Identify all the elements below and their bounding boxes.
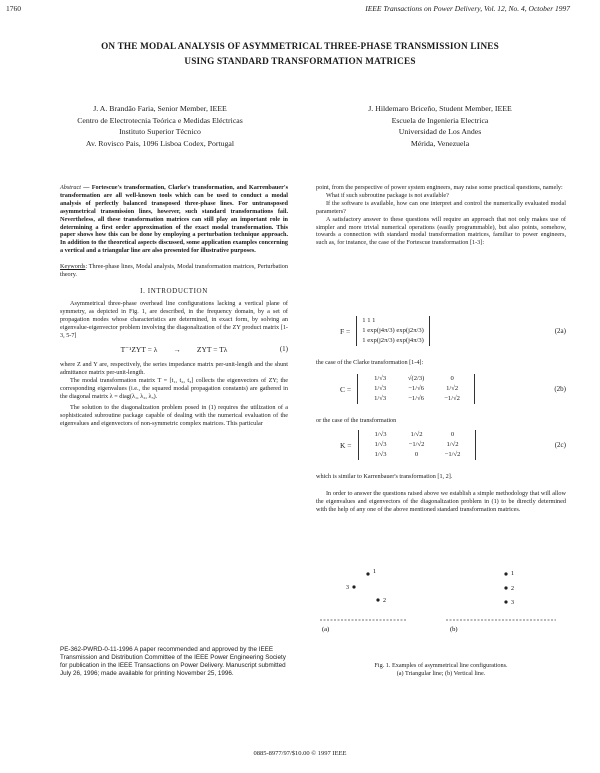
clarke-cell: 0: [450, 375, 454, 382]
clarke-cell: −1/√6: [408, 385, 424, 392]
author-right-affil1: Escuela de Ingenieria Electrica: [391, 115, 489, 125]
label-a1: 1: [373, 569, 376, 575]
intro-paragraph-2: where Z and Y are, respectively, the series impedance matrix per-unit-length and the shunt admittance matrix per-unit-length.: [60, 361, 288, 377]
subfigure-b-label: (b): [450, 626, 458, 633]
author-right: [320, 103, 560, 149]
author-left-affil2: Instituto Superior Técnico: [119, 127, 201, 136]
conductor-a1: [366, 572, 369, 575]
author-left-affil1: Centro de Electrotecnia Teórica e Medidas Eléctricas: [77, 115, 243, 125]
conductor-a2: [376, 598, 379, 601]
conductor-a3: [352, 585, 355, 588]
equation-2b: [340, 374, 566, 404]
eq2c-lhs: K =: [340, 440, 352, 450]
keywords-text: : Three-phase lines, Modal analysis, Modal transformation matrices, Perturbation theory.: [60, 263, 288, 279]
right-paragraph-1: point, from the perspective of power system engineers, may raise some practical questions, namely:: [316, 184, 563, 191]
copyright-footer: 0885-8977/97/$10.00 © 1997 IEEE: [253, 750, 347, 757]
question-1: What if such subroutine package is not available?: [326, 191, 449, 199]
clarke-cell: −1/√6: [408, 395, 424, 402]
fortescue-row-2: 1 exp(j4π/3) exp(j2π/3): [362, 327, 424, 334]
eq1-number: (1): [279, 345, 288, 354]
figure-caption-line-2: (a) Triangular line; (b) Vertical line.: [396, 670, 486, 677]
left-column: [60, 184, 288, 428]
karrenbauer-cell: 1/√2: [410, 431, 423, 438]
karrenbauer-row: [364, 450, 470, 460]
label-a2: 2: [383, 598, 386, 604]
eq2a-lhs: F =: [340, 326, 351, 336]
equation-2c: [340, 430, 566, 460]
manuscript-note: PE-362-PWRD-0-11-1996 A paper recommended and approved by the IEEE Transmission and Distribution Committee of the IEEE Power Engineering Society for publication in the IEEE Transactions on Power Delivery. Manuscript submitted July 26, 1996; made available for printing November 25, 1996.: [60, 646, 286, 678]
equation-1: [60, 346, 288, 354]
karrenbauer-row: [364, 430, 470, 440]
eq2c-number: (2c): [554, 441, 566, 449]
author-left-name: J. A. Brandão Faria, Senior Member, IEEE: [93, 104, 227, 113]
figure-1: [316, 540, 566, 655]
abstract-text: — Fortescue's transformation, Clarke's transformation, and Karrenbauer's transformation are all well-known tools which can be used to conduct a modal analysis of perfectly balanced transposed three-phase lines. For untransposed asymmetrical transmission lines, however, such standard transformations fail. Nevertheless, all these transformation matrices can still play an important role in determining a first order approximation of the exact modal transformation. This paper shows how this can be done by employing a perturbation technique approach. In addition to the theoretical aspects discussed, some application examples concerning a vertical and a triangular line are also presented for illustrative purposes.: [60, 184, 288, 255]
clarke-intro: the case of the Clarke transformation [1-4]:: [316, 359, 424, 366]
label-b3: 3: [511, 600, 514, 606]
eq2b-lhs: C =: [340, 384, 352, 394]
intro-paragraph-1: Asymmetrical three-phase overhead line configurations lacking a vertical plane of symmetry, as depicted in Fig. 1, are described, in the frequency domain, by a set of propagation modes whose characteristics are determined, in exact form, by solving an eigenvalue-eigenvector problem involving the diagonalization of the ZY product matrix [1-3, 5-7]: [60, 299, 288, 339]
karrenbauer-cell: 1/√3: [374, 431, 387, 438]
clarke-cell: 1/√2: [446, 385, 459, 392]
conductor-b2: [504, 586, 507, 589]
right-paragraph-2: A satisfactory answer to these questions will require an approach that not only makes use of simpler and more trivial numerical operations (easily programmable), but also points, somehow, towards a connection with standard modal transformation matrices, familiar to power engineers, such as, for instance, the case of the Fortescue transformation [1-3]:: [316, 215, 566, 247]
clarke-cell: 1/√3: [374, 385, 387, 392]
intro-paragraph-4: The solution to the diagonalization problem posed in (1) requires the utilization of a sophisticated subroutine package capable of dealing with the numerical evaluation of the eigenvalues and eigenvectors of non-symmetric complex matrices. This particular: [60, 403, 288, 427]
question-2: If the software is available, how can one interpret and control the numerically evaluated modal parameters?: [316, 199, 566, 215]
eq1-left: T⁻¹ZYT = λ: [120, 345, 158, 355]
eq2a-number: (2a): [554, 327, 566, 335]
abstract-label: Abstract: [60, 184, 81, 191]
eq2b-number: (2b): [554, 385, 566, 393]
figure-1-drawing: [316, 540, 566, 655]
clarke-cell: −1/√2: [444, 395, 460, 402]
section-heading-introduction: I. INTRODUCTION: [140, 286, 208, 295]
conductor-b1: [504, 572, 507, 575]
figure-1-caption: [316, 662, 566, 678]
clarke-row: [363, 374, 469, 384]
karrenbauer-row: [364, 440, 470, 450]
paper-title: [20, 39, 580, 69]
label-a3: 3: [346, 585, 349, 591]
author-right-affil2: Universidad de Los Andes: [398, 127, 482, 136]
intro-paragraph-3: The modal transformation matrix T = [t₁, t₂, t₃] collects the eigenvectors of ZY; the corresponding eigenvalues (i.e., the squared modal propagation constants) are gathered in the diagonal matrix λ = diag(λ₁, λ₂, λ₃).: [60, 377, 288, 400]
karrenbauer-cell: 1/√3: [374, 451, 387, 458]
karrenbauer-cell: −1/√2: [408, 441, 425, 448]
page-number: 1760: [6, 4, 21, 13]
fortescue-row-3: 1 exp(j2π/3) exp(j4π/3): [362, 337, 424, 344]
clarke-row: [363, 394, 469, 404]
author-right-affil3: Mérida, Venezuela: [410, 138, 470, 148]
eq1-right: ZYT = Tλ: [196, 345, 228, 355]
right-column: [316, 184, 566, 247]
karrenbauer-cell: 0: [450, 431, 455, 438]
clarke-matrix: [357, 374, 475, 404]
equation-2a: [340, 316, 566, 346]
author-left-affil3: Av. Rovisco Pais, 1096 Lisboa Codex, Portugal: [85, 138, 235, 148]
right-paragraph-3: In order to answer the questions raised above we establish a simple methodology that will allow the eigenvalues and eigenvectors of the diagonalization problem in (1) to be directly determined with the help of any one of the above mentioned standard transformation matrices.: [316, 490, 566, 513]
author-right-name: J. Hildemaro Briceño, Student Member, IEEE: [368, 104, 512, 113]
abstract: [60, 184, 288, 255]
eq1-arrow: →: [173, 345, 181, 355]
clarke-cell: 1/√3: [374, 395, 387, 402]
keywords-label: Keywords: [60, 263, 86, 271]
subfigure-a-label: (a): [322, 626, 330, 633]
fortescue-matrix: [356, 316, 430, 346]
journal-header: IEEE Transactions on Power Delivery, Vol. 12, No. 4, October 1997: [365, 4, 570, 13]
clarke-cell: √(2/3): [407, 375, 425, 382]
author-left: [40, 103, 280, 149]
clarke-cell: 1/√3: [374, 375, 387, 382]
karrenbauer-intro: or the case of the transformation: [316, 417, 397, 424]
karrenbauer-cell: −1/√2: [444, 451, 461, 458]
karrenbauer-note: which is similar to Karrenbauer's transformation [1, 2].: [316, 473, 453, 480]
karrenbauer-cell: 0: [414, 451, 419, 458]
label-b1: 1: [511, 571, 514, 577]
karrenbauer-cell: 1/√3: [374, 441, 387, 448]
keywords: [60, 263, 288, 279]
karrenbauer-cell: 1/√2: [446, 441, 459, 448]
conductor-b3: [504, 600, 507, 603]
title-line-1: ON THE MODAL ANALYSIS OF ASYMMETRICAL THREE-PHASE TRANSMISSION LINES: [101, 41, 499, 51]
karrenbauer-matrix: [358, 430, 476, 460]
label-b2: 2: [511, 586, 514, 592]
title-line-2: USING STANDARD TRANSFORMATION MATRICES: [184, 56, 416, 66]
clarke-row: [363, 384, 469, 394]
fortescue-row-1: 1 1 1: [362, 317, 376, 324]
figure-caption-line-1: Fig. 1. Examples of asymmetrical line configurations.: [374, 662, 508, 669]
